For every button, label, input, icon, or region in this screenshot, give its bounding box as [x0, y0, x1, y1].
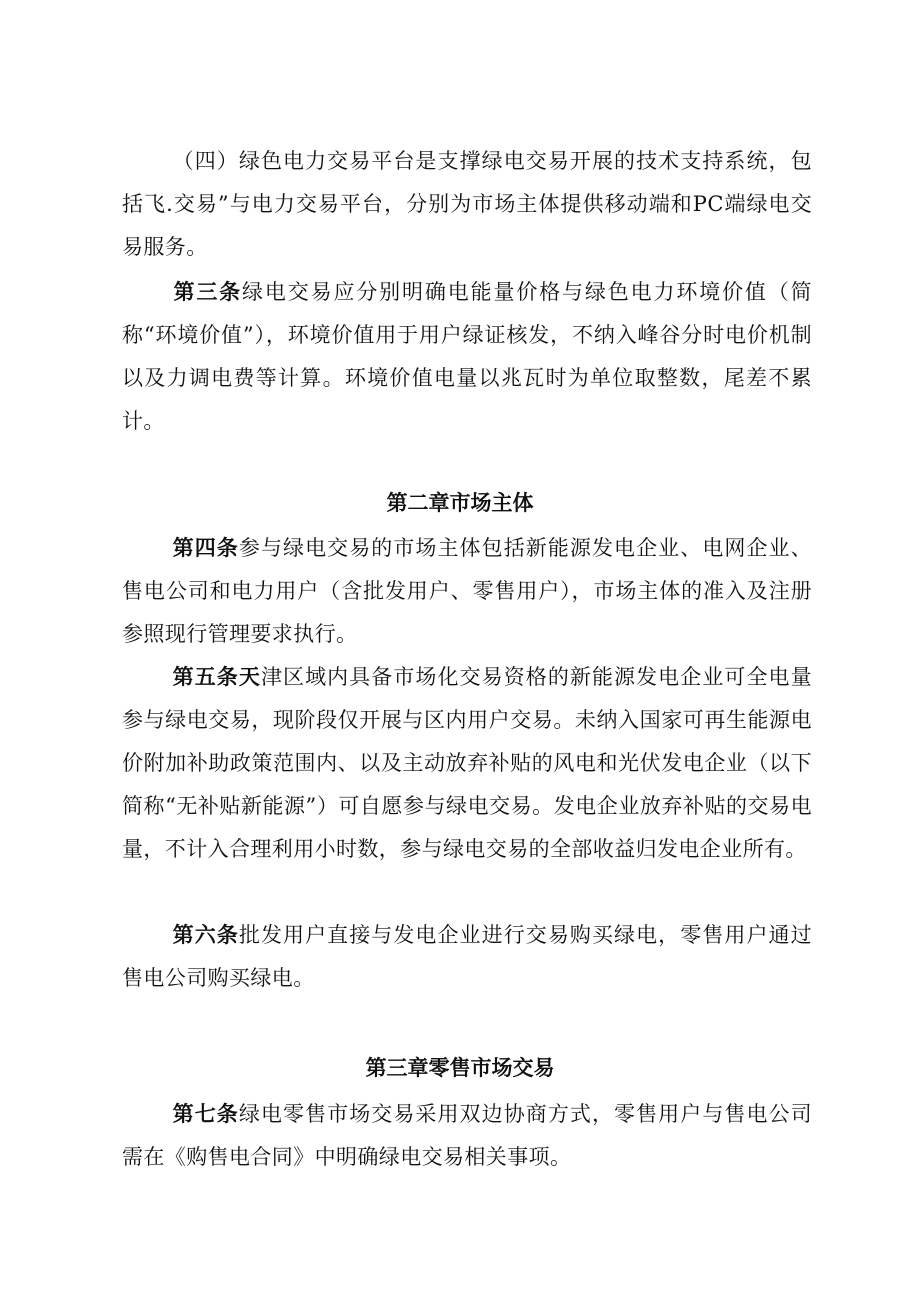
article-lead: 第四条	[172, 535, 239, 560]
paragraph-text: （四）绿色电力交易平台是支撑绿电交易开展的技术支持系统，包括飞.交易”与电力交易平台，分别为市场主体提供移动端和PC端绿电交易服务。	[122, 149, 812, 259]
article-text: 参与绿电交易的市场主体包括新能源发电企业、电网企业、售电公司和电力用户（含批发用户、零售用户），市场主体的准入及注册参照现行管理要求执行。	[122, 536, 812, 646]
article-lead: 第六条	[172, 922, 239, 947]
article-text: 津区域内具备市场化交易资格的新能源发电企业可全电量参与绿电交易，现阶段仅开展与区内用户交易。未纳入国家可再生能源电价附加补助政策范围内、以及主动放弃补贴的风电和光伏发电企业（以下简称“无补贴新能源”）可自愿参与绿电交易。发电企业放弃补贴的交易电量，不计入合理利用小时数，参与绿电交易的全部收益归发电企业所有。	[122, 665, 812, 861]
chapter-2-heading: 第二章市场主体	[386, 490, 534, 515]
chapter-3-heading: 第三章零售市场交易	[365, 1055, 555, 1080]
article-text: 批发用户直接与发电企业进行交易购买绿电，零售用户通过售电公司购买绿电。	[122, 923, 812, 990]
article-6	[122, 913, 812, 1000]
article-text: 绿电零售市场交易采用双边协商方式，零售用户与售电公司需在《购售电合同》中明确绿电交易相关事项。	[122, 1102, 812, 1169]
article-lead: 第三条	[172, 279, 243, 304]
article-3	[122, 270, 812, 443]
article-7	[122, 1092, 812, 1179]
article-lead: 第七条	[172, 1101, 239, 1126]
article-text: 绿电交易应分别明确电能量价格与绿色电力环境价值（简称“环境价值”），环境价值用于用户绿证核发，不纳入峰谷分时电价机制以及力调电费等计算。环境价值电量以兆瓦时为单位取整数，尾差不累计。	[122, 280, 812, 433]
article-5	[122, 655, 812, 871]
paragraph-trading-platform	[122, 140, 812, 269]
article-lead: 第五条天	[172, 664, 261, 689]
article-4	[122, 526, 812, 656]
